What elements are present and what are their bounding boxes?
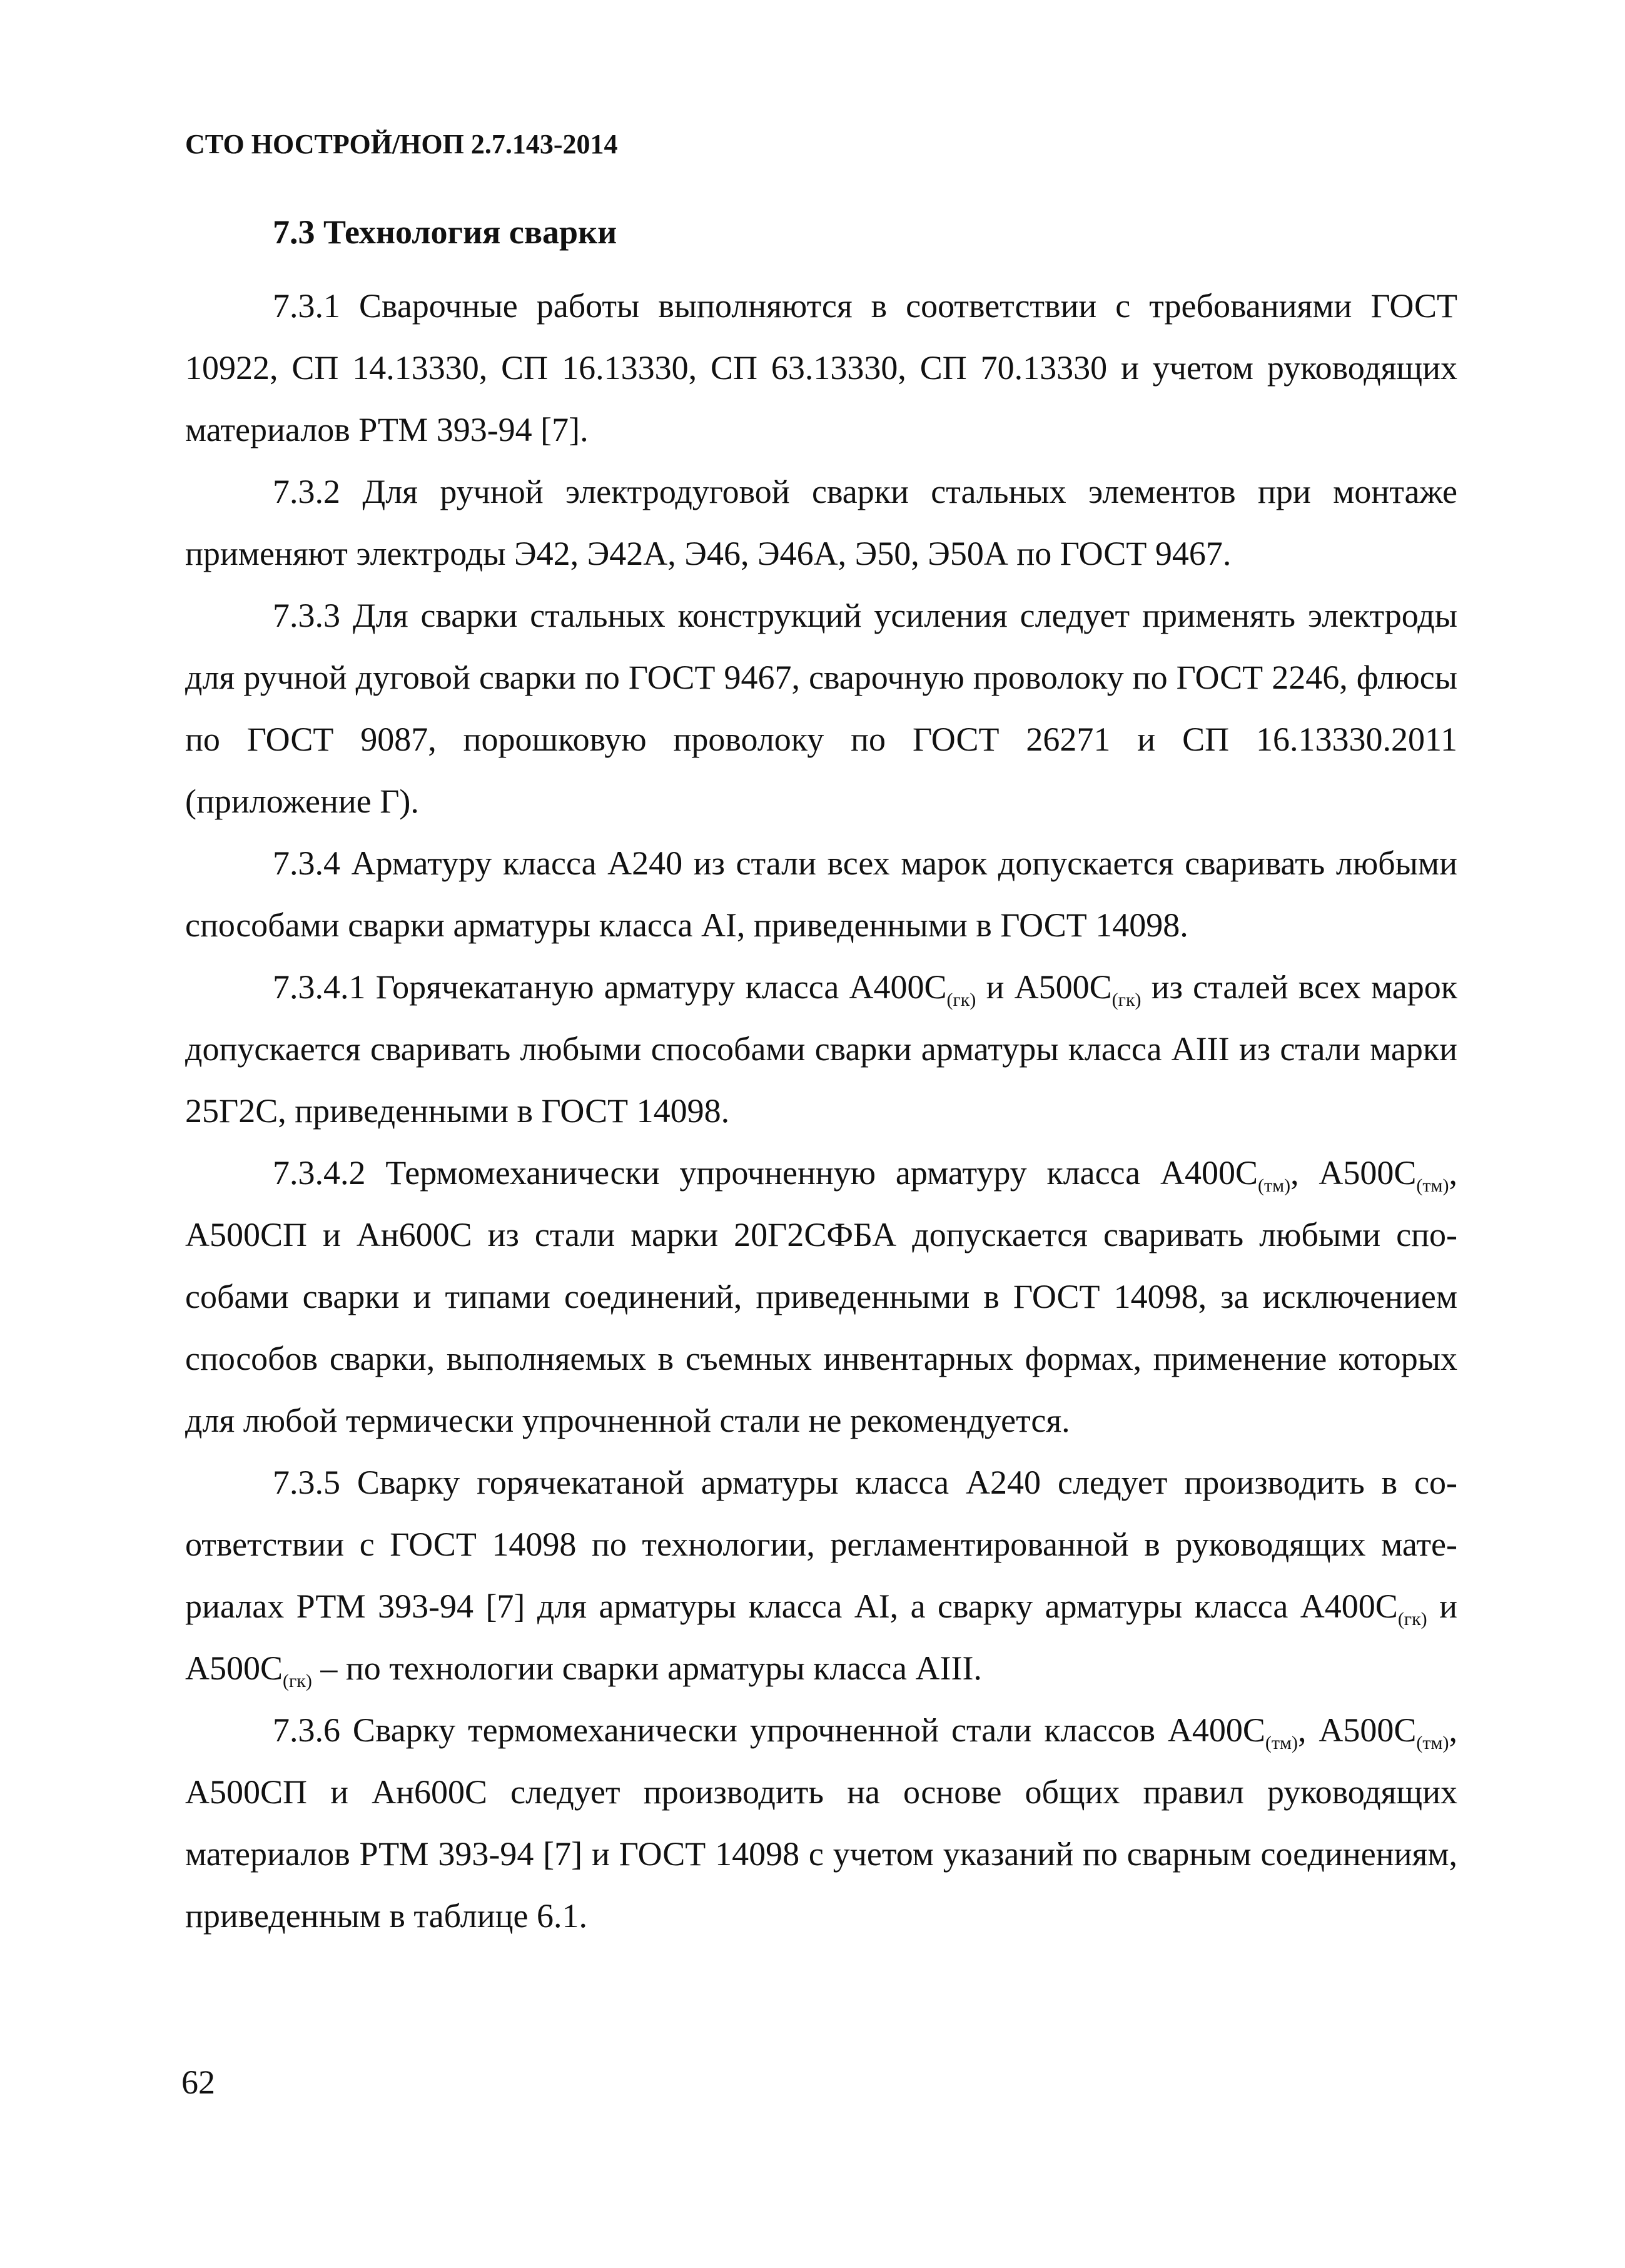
subscript: (гк): [1397, 1609, 1427, 1629]
paragraph-text: 7.3.3 Для сварки стальных конструкций усиления следует применять электроды для ручной дуговой сварки по ГОСТ 9467, сварочную проволоку по ГОСТ 2246, флюсы по ГОСТ 9087, порошковую проволоку по ГОСТ 26271 и СП 16.13330.2011 (приложение Г).: [185, 597, 1457, 820]
paragraph-7-3-1: [185, 275, 1457, 461]
paragraph-7-3-2: [185, 461, 1457, 585]
paragraph-text: – по технологии сварки арматуры класса AIII.: [311, 1649, 982, 1687]
paragraph-text: , А500СП и Ан600С следует производить на основе общих правил руководящих материалов РТМ 393-94 [7] и ГОСТ 14098 с учетом указаний по сварным соединениям, приведенным в таблице 6.1.: [185, 1711, 1457, 1935]
subscript: (тм): [1265, 1733, 1298, 1753]
paragraph-7-3-4-2: [185, 1142, 1457, 1452]
subscript: (тм): [1258, 1175, 1291, 1196]
paragraph-text: из сталей всех марок допускается сваривать любыми способами сварки арматуры класса AIII из стали марки 25Г2С, приведенными в ГОСТ 14098.: [185, 968, 1457, 1130]
paragraph-text: 7.3.6 Сварку термомеханически упрочненной стали классов А400С: [273, 1711, 1265, 1749]
paragraph-text: 7.3.4 Арматуру класса А240 из стали всех марок допускается сваривать любыми способами сварки арматуры класса AI, приведенными в ГОСТ 14098.: [185, 844, 1457, 944]
paragraph-text: 7.3.5 Сварку горячекатаной арматуры класса А240 следует производить в соответствии с ГОСТ 14098 по технологии, регламентированной в руководящих материалах РТМ 393-94 [7] для арматуры класса AI, а сварку арматуры класса А400С: [185, 1464, 1457, 1625]
paragraph-text: и А500С: [976, 968, 1112, 1006]
paragraph-text: 7.3.1 Сварочные работы выполняются в соответствии с требованиями ГОСТ 10922, СП 14.13330, СП 16.13330, СП 63.13330, СП 70.13330 и учетом руководящих материалов РТМ 393-94 [7].: [185, 287, 1457, 448]
paragraph-7-3-3: [185, 585, 1457, 833]
subscript: (тм): [1416, 1733, 1449, 1753]
section-heading: 7.3 Технология сварки: [273, 213, 617, 251]
paragraph-7-3-4: [185, 833, 1457, 956]
paragraph-text: , А500С: [1290, 1154, 1417, 1192]
page-number: 62: [181, 2063, 215, 2101]
paragraph-7-3-6: [185, 1699, 1457, 1947]
paragraph-text: 7.3.2 Для ручной электродуговой сварки стальных элементов при монтаже применяют электроды Э42, Э42А, Э46, Э46А, Э50, Э50А по ГОСТ 9467.: [185, 473, 1457, 572]
paragraph-7-3-4-1: [185, 956, 1457, 1142]
paragraph-text: 7.3.4.2 Термомеханически упрочненную арматуру класса А400С: [273, 1154, 1258, 1192]
paragraph-7-3-5: [185, 1452, 1457, 1699]
subscript: (гк): [1111, 990, 1142, 1010]
paragraph-text: , А500СП и Ан600С из стали марки 20Г2СФБА допускается сваривать любыми способами сварки и типами соединений, приведенными в ГОСТ 14098, за исключением способов сварки, выполняемых в съемных инвентарных формах, применение которых для любой термически упрочненной стали не рекомендуется.: [185, 1154, 1457, 1439]
paragraph-text: , А500С: [1298, 1711, 1417, 1749]
document-code-header: СТО НОСТРОЙ/НОП 2.7.143-2014: [185, 129, 618, 159]
section-body: [185, 275, 1457, 1947]
paragraph-text: 7.3.4.1 Горячекатаную арматуру класса А400С: [273, 968, 947, 1006]
paragraph-text: и А500С: [185, 1587, 1457, 1687]
subscript: (гк): [283, 1671, 312, 1691]
subscript: (гк): [946, 990, 976, 1010]
subscript: (тм): [1416, 1175, 1449, 1196]
